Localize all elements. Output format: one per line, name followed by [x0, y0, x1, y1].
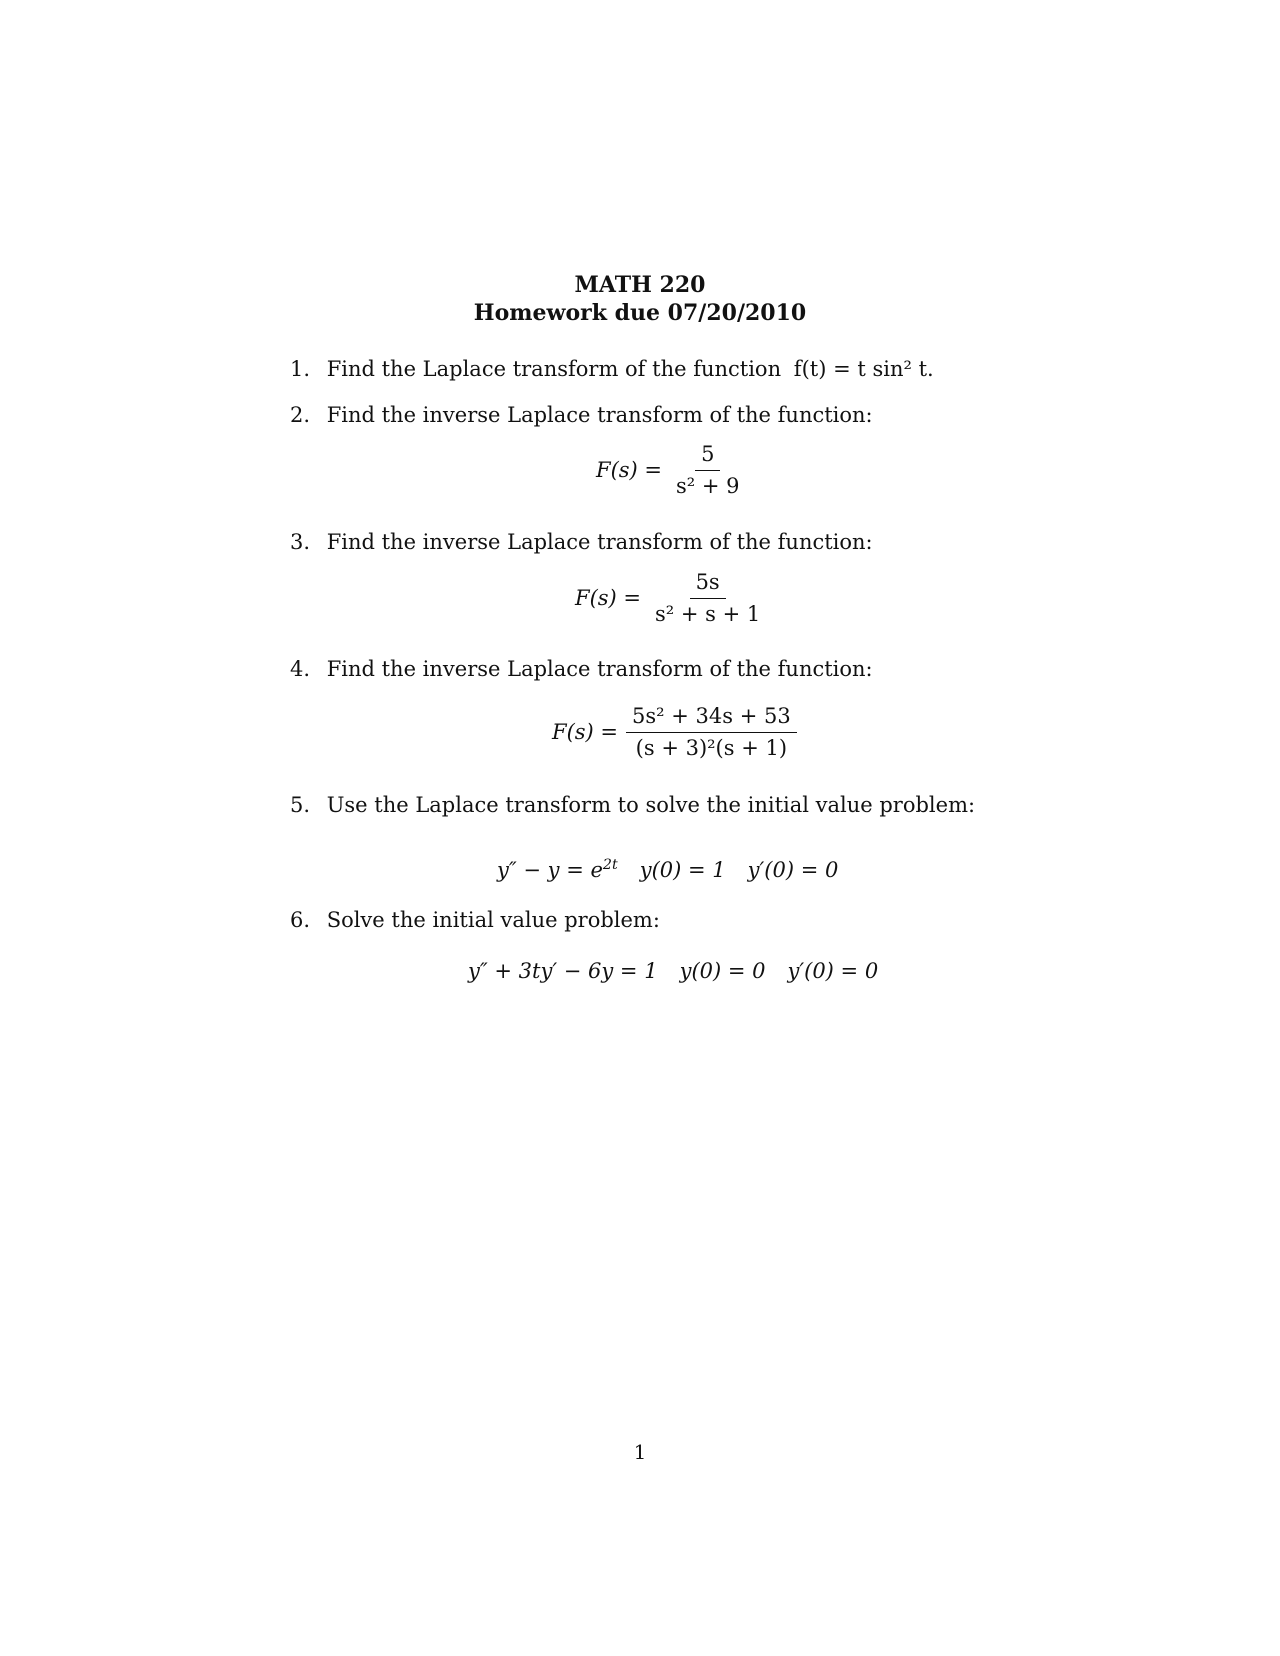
problem-6: [290, 908, 660, 932]
problem-1: [290, 357, 934, 381]
problem-number: 2.: [290, 403, 311, 427]
problem-3: [290, 530, 873, 554]
initial-condition: y(0) = 0: [679, 959, 766, 983]
fraction: [649, 570, 766, 626]
problem-text: Find the inverse Laplace transform of the function:: [326, 530, 873, 554]
fraction: [626, 704, 797, 760]
problem-number: 4.: [290, 657, 311, 681]
numerator: 5s: [690, 570, 726, 599]
problem-number: 3.: [290, 530, 311, 554]
problem-4: [290, 657, 873, 681]
problem-text: Find the inverse Laplace transform of the function:: [326, 657, 873, 681]
ode: y″ + 3ty′ − 6y = 1: [468, 959, 658, 983]
course-title: MATH 220: [574, 272, 706, 298]
denominator: s² + 9: [676, 474, 740, 498]
initial-condition: y′(0) = 0: [747, 858, 839, 882]
equation-5: [497, 858, 838, 882]
problem-text: Find the Laplace transform of the function: [326, 357, 782, 381]
ode: $y'' - y = e^{2t}$: [497, 857, 618, 882]
numerator: 5: [695, 442, 720, 471]
initial-condition: y(0) = 1: [639, 858, 726, 882]
problem-number: 1.: [290, 357, 311, 381]
homework-subtitle: Homework due 07/20/2010: [473, 300, 807, 326]
problem-5: [290, 793, 975, 817]
problem-text: Find the inverse Laplace transform of the function:: [326, 403, 873, 427]
inline-equation: f(t) = t sin² t.: [793, 357, 934, 381]
numerator: 5s² + 34s + 53: [626, 704, 797, 733]
equation-2: [596, 442, 746, 498]
problem-number: 6.: [290, 908, 311, 932]
equation-lhs: F(s) =: [552, 720, 619, 744]
equation-lhs: F(s) =: [596, 458, 663, 482]
denominator: (s + 3)²(s + 1): [635, 736, 788, 760]
problem-text: Solve the initial value problem:: [326, 908, 660, 932]
page-number: 1: [633, 1440, 647, 1464]
fraction: [670, 442, 746, 498]
denominator: s² + s + 1: [655, 602, 761, 626]
equation-4: [552, 704, 797, 760]
equation-lhs: F(s) =: [575, 586, 642, 610]
problem-text: Use the Laplace transform to solve the initial value problem:: [326, 793, 976, 817]
initial-condition: y′(0) = 0: [787, 959, 879, 983]
problem-number: 5.: [290, 793, 311, 817]
equation-3: [575, 570, 766, 626]
equation-6: [468, 959, 878, 983]
problem-2: [290, 403, 873, 427]
